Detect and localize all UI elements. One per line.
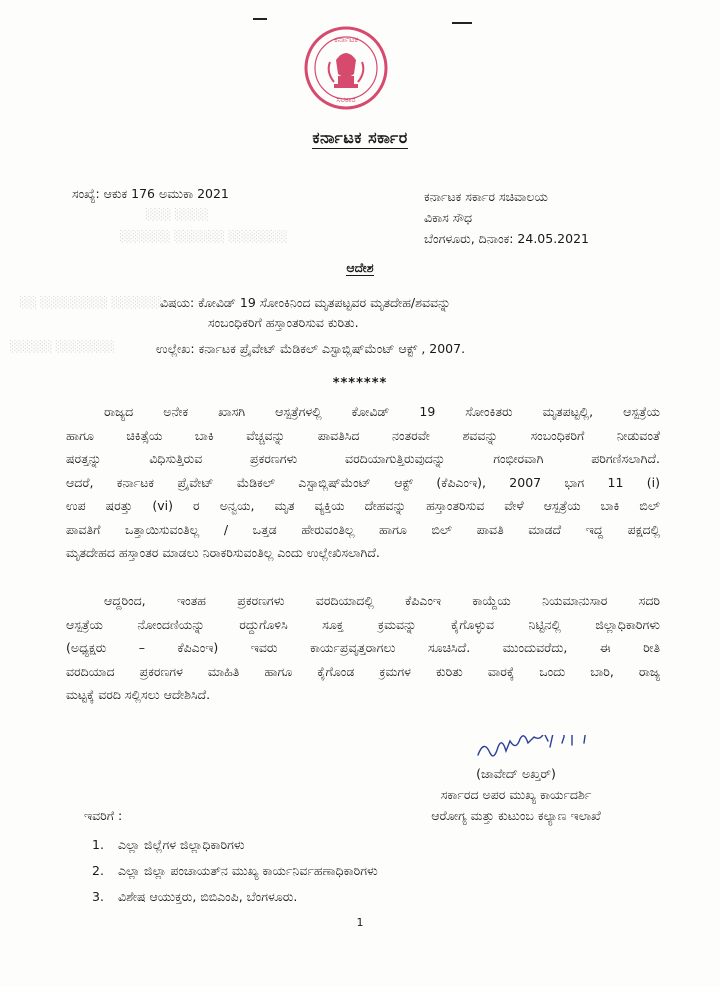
reference-label: ಉಲ್ಲೇಖ: <box>156 341 195 356</box>
paragraph-line: ಮೃತದೇಹದ ಹಸ್ತಾಂತರ ಮಾಡಲು ನಿರಾಕರಿಸುವಂತಿಲ್ಲ ಎಂದು ಉಲ್ಲೇಖಿಸಲಾಗಿದೆ. <box>66 545 380 560</box>
subject-line-2: ಸಂಬಂಧಿಕರಿಗೆ ಹಸ್ತಾಂತರಿಸುವ ಕುರಿತು. <box>208 315 359 330</box>
bleed-through-text: ░░ ░░░░░░░░ ░░░░░░ <box>20 296 163 309</box>
paragraph-line: ಉಪ ಷರತ್ತು (vi) ರ ಅನ್ವಯ, ಮೃತ ವ್ಯಕ್ತಿಯ ದೇಹವನ್ನು ಹಸ್ತಾಂತರಿಸುವ ವೇಳೆ ಆಸ್ಪತ್ರೆಯ ಬಾಕಿ ಬಿಲ್ <box>66 498 660 513</box>
reference-block <box>156 341 465 357</box>
list-item-text: ಎಲ್ಲಾ ಜಿಲ್ಲಾ ಪಂಚಾಯತ್‌ನ ಮುಖ್ಯ ಕಾರ್ಯನಿರ್ವಹಣಾಧಿಕಾರಿಗಳು <box>118 863 378 878</box>
paragraph-line: ಹಾಗೂ ಚಿಕಿತ್ಸೆಯ ಬಾಕಿ ವೆಚ್ಚವನ್ನು ಪಾವತಿಸಿದ ನಂತರವೇ ಶವವನ್ನು ಸಂಬಂಧಿಕರಿಗೆ ನೀಡುವಂತೆ <box>66 427 660 443</box>
list-item-number: 2. <box>92 863 104 878</box>
bleed-through-text: ░░░░░░ ░░░░░░ ░░░░░░░ <box>120 230 288 243</box>
order-heading: ಆದೇಶ <box>346 260 374 275</box>
paragraph-line: ಆದ್ದರಿಂದ, ಇಂತಹ ಪ್ರಕರಣಗಳು ವರದಿಯಾದಲ್ಲಿ ಕೆಪಿಎಂಇ ಕಾಯ್ದೆಯ ನಿಯಮಾನುಸಾರ ಸದರಿ <box>104 593 660 608</box>
paragraph-1 <box>66 400 660 565</box>
list-item-text: ಎಲ್ಲಾ ಜಿಲ್ಲೆಗಳ ಜಿಲ್ಲಾಧಿಕಾರಿಗಳು <box>118 837 245 852</box>
paragraph-line: ರಾಜ್ಯದ ಅನೇಕ ಖಾಸಗಿ ಆಸ್ಪತ್ರೆಗಳಲ್ಲಿ ಕೋವಿಡ್ 19 ಸೋಂಕಿತರು ಮೃತಪಟ್ಟಲ್ಲಿ, ಆಸ್ಪತ್ರೆಯ <box>104 404 660 419</box>
list-item-number: 3. <box>92 889 104 904</box>
recipients-list <box>92 832 378 910</box>
reference-text: ಕರ್ನಾಟಕ ಪ್ರೈವೇಟ್ ಮೆಡಿಕಲ್ ಎಸ್ಟಾಬ್ಲಿಷ್‌ಮೆಂಟ್ ಆಕ್ಟ್ , 2007. <box>198 341 466 356</box>
top-left-mark <box>253 18 267 20</box>
separator: ******* <box>332 376 388 391</box>
bleed-through-text: ░░░ ░░░░ <box>146 208 209 221</box>
reference-number: ಸಂಖ್ಯೆ: ಆಕುಕ 176 ಅಮುಕಾ 2021 <box>72 186 229 201</box>
office-line: ಕರ್ನಾಟಕ ಸರ್ಕಾರ ಸಚಿವಾಲಯ <box>424 189 548 204</box>
office-date: ಬೆಂಗಳೂರು, ದಿನಾಂಕ: 24.05.2021 <box>424 231 589 246</box>
signatory-department: ಆರೋಗ್ಯ ಮತ್ತು ಕುಟುಂಬ ಕಲ್ಯಾಣ ಇಲಾಖೆ <box>431 808 601 823</box>
list-item-text: ವಿಶೇಷ ಆಯುಕ್ತರು, ಬಿಬಿಎಂಪಿ, ಬೆಂಗಳೂರು. <box>118 889 298 904</box>
government-title: ಕರ್ನಾಟಕ ಸರ್ಕಾರ <box>312 128 408 147</box>
paragraph-line: ಷರತ್ತನ್ನು ವಿಧಿಸುತ್ತಿರುವ ಪ್ರಕರಣಗಳು ವರದಿಯಾಗುತ್ತಿರುವುದನ್ನು ಗಂಭೀರವಾಗಿ ಪರಿಗಣಿಸಲಾಗಿದೆ. <box>66 451 660 466</box>
office-line: ವಿಕಾಸ ಸೌಧ <box>424 210 473 225</box>
paragraph-line: ವರದಿಯಾದ ಪ್ರಕರಣಗಳ ಮಾಹಿತಿ ಹಾಗೂ ಕೈಗೊಂಡ ಕ್ರಮಗಳ ಕುರಿತು ವಾರಕ್ಕೆ ಒಂದು ಬಾರಿ, ರಾಜ್ಯ <box>66 663 660 679</box>
list-item-number: 1. <box>92 837 104 852</box>
list-item <box>92 832 378 858</box>
paragraph-line: ಆಸ್ಪತ್ರೆಯ ನೋಂದಣಿಯನ್ನು ರದ್ದುಗೊಳಿಸಿ ಸೂಕ್ತ ಕ್ರಮವನ್ನು ಕೈಗೊಳ್ಳುವ ನಿಟ್ಟಿನಲ್ಲಿ ಜಿಲ್ಲಾಧಿಕಾರಿಗಳು <box>66 616 660 632</box>
list-item <box>92 884 378 910</box>
karnataka-emblem-icon <box>302 22 390 118</box>
emblem-text-top: ಕರ್ನಾಟಕ <box>334 35 358 44</box>
page-number: 1 <box>356 916 364 929</box>
subject-block <box>160 293 451 333</box>
paragraph-line: (ಅಧ್ಯಕ್ಷರು – ಕೆಪಿಎಂಇ) ಇವರು ಕಾರ್ಯಪ್ರವೃತ್ತರಾಗಲು ಸೂಚಿಸಿದೆ. ಮುಂದುವರೆದು, ಈ ರೀತಿ <box>66 640 660 655</box>
paragraph-line: ಪಾವತಿಗೆ ಒತ್ತಾಯಿಸುವಂತಿಲ್ಲ / ಒತ್ತಡ ಹೇರುವಂತಿಲ್ಲ ಹಾಗೂ ಬಿಲ್ ಪಾವತಿ ಮಾಡದೆ ಇದ್ದ ಪಕ್ಷದಲ್ಲಿ <box>66 521 660 537</box>
signatory-block <box>396 763 636 826</box>
paragraph-2 <box>66 589 660 707</box>
signatory-name: (ಜಾವೇದ್ ಅಖ್ತರ್) <box>476 766 556 781</box>
recipients-heading: ಇವರಿಗೆ : <box>84 808 123 823</box>
top-right-mark <box>452 22 472 24</box>
list-item <box>92 858 378 884</box>
paragraph-line: ಆದರೆ, ಕರ್ನಾಟಕ ಪ್ರೈವೇಟ್ ಮೆಡಿಕಲ್ ಎಸ್ಟಾಬ್ಲಿಷ್‌ಮೆಂಟ್ ಆಕ್ಟ್ (ಕೆಪಿಎಂಇ), 2007 ಭಾಗ 11 (i) <box>66 474 660 490</box>
subject-label: ವಿಷಯ: <box>160 295 195 310</box>
paragraph-line: ಮಟ್ಟಕ್ಕೆ ವರದಿ ಸಲ್ಲಿಸಲು ಆದೇಶಿಸಿದೆ. <box>66 687 211 702</box>
bleed-through-text: ░░░░░ ░░░░░░░ <box>10 340 116 353</box>
emblem-text-bottom: ಸರಕಾರ <box>336 95 356 104</box>
subject-line-1: ಕೋವಿಡ್ 19 ಸೋಂಕಿನಿಂದ ಮೃತಪಟ್ಟವರ ಮೃತದೇಹ/ಶವವನ್ನು <box>198 295 451 310</box>
signatory-designation: ಸರ್ಕಾರದ ಅಪರ ಮುಖ್ಯ ಕಾರ್ಯದರ್ಶಿ <box>440 787 592 802</box>
office-address <box>424 186 589 249</box>
